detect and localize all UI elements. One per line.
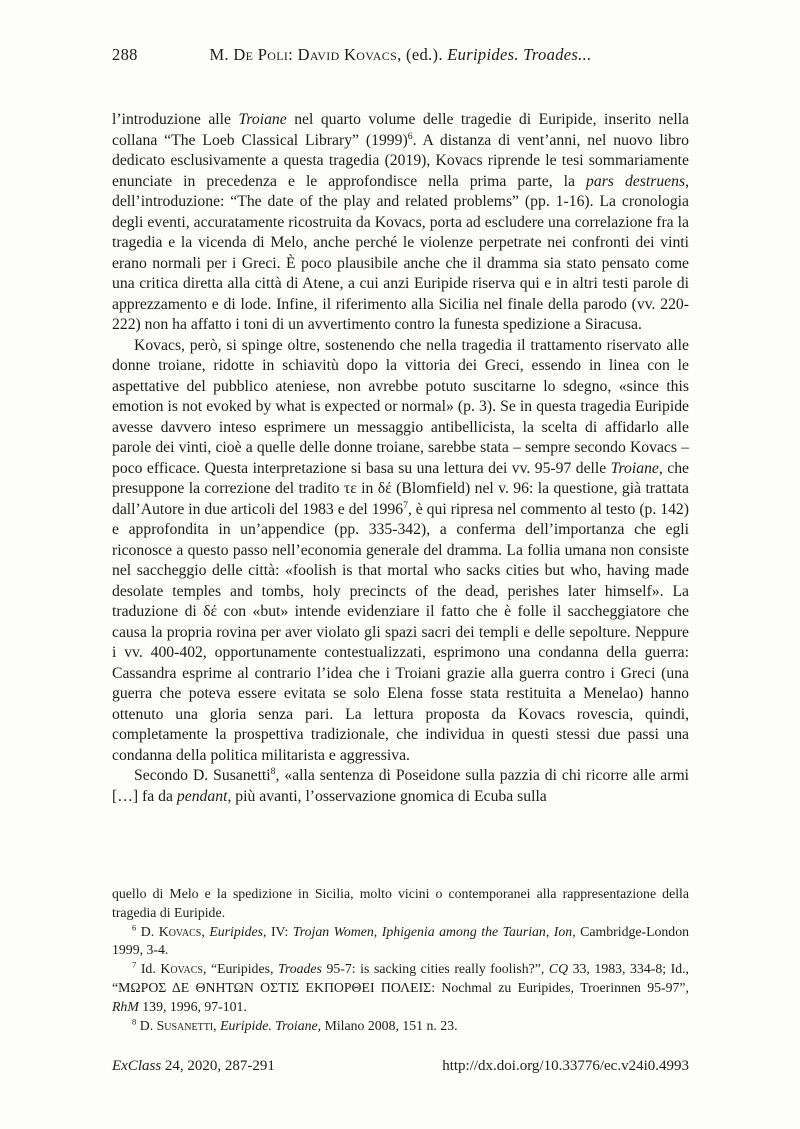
text-segment: CQ	[548, 961, 569, 977]
text-segment: Id.	[136, 961, 161, 977]
text-segment: , è qui ripresa nel commento al testo (p. 142) e approfondita in un’appendice (pp. 335-342), a conferma dell’importanza che egli riconosce a questo passo nell’economia generale del dramma. La follia umana non consiste nel saccheggio delle città: «foolish is that mortal who sacks cities but who, having made desolate temples and tombs, holy precincts of the dead, perishes later himself». La traduzione di δέ con «but» intende evidenziare il fatto che è folle il saccheggiatore che causa la propria rovina per aver violato gli spazi sacri dei templi e delle sepolture. Neppure i vv. 400-402, opportunamente contestualizzati, esprimono una condanna della guerra: Cassandra esprime al contrario l’idea che i Troiani grazie alla guerra contro i Greci (una guerra che poteva essere evitata se solo Elena fosse stata restituita a Menelao) hanno ottenuto una gloria senza pari. La lettura proposta da Kovacs rovescia, quindi, completamente la prospettiva tradizionale, che individua in questi stessi due passi una condanna della politica militarista e aggressiva.	[112, 500, 689, 764]
text-segment: ,	[201, 923, 210, 939]
text-segment: 7	[403, 499, 408, 511]
text-segment: ,	[213, 1017, 221, 1033]
text-segment: 95-7: is sacking cities really foolish?”,	[321, 961, 549, 977]
text-segment: Susanetti	[156, 1017, 214, 1033]
text-segment: Trojan Women, Iphigenia among the Taurian, Ion	[292, 923, 573, 939]
text-segment: 8	[270, 765, 276, 777]
text-segment: , IV:	[262, 923, 293, 939]
journal-reference	[112, 1058, 275, 1075]
body-text	[112, 110, 689, 807]
text-segment: Kovacs, però, si spinge oltre, sostenendo che nella tragedia il trattamento riservato alle donne troiane, ridotte in schiavitù dopo la vittoria dei Greci, essendo in linea con le aspettative del pubblico ateniese, non avrebbe potuto suscitarne lo sdegno, «since this emotion is not evoked by what is expected or normal» (p. 3). Se in questa tragedia Euripide avesse davvero inteso esprimere un messaggio antibellicista, la scelta di affidarlo alle parole dei vinti, cioè a quelle delle donne troiane, sarebbe stata – sempre secondo Kovacs – poco efficace. Questa interpretazione si basa su una lettura dei vv. 95-97 delle	[112, 336, 689, 477]
text-segment: Euripides. Troades...	[447, 45, 592, 64]
text-segment: Kovacs	[160, 961, 203, 977]
text-segment: , che presuppone la correzione del tradito τε in δέ (Blomfield) nel v. 96: la questione, già trattata dall’Autore in due articoli del 1983 e del 1996	[112, 459, 689, 518]
body-paragraph-2	[112, 336, 689, 767]
text-segment: RhM	[112, 998, 139, 1014]
text-segment: Euripides	[209, 923, 263, 939]
running-header	[112, 45, 689, 65]
text-segment: Troiane	[610, 459, 659, 477]
text-segment: 6	[407, 130, 413, 142]
text-segment: , «alla sentenza di Poseidone sulla pazzia di chi ricorre alle armi […] fa da	[112, 767, 690, 805]
text-segment: ExClass	[112, 1058, 162, 1074]
text-segment: 139, 1996, 97-101.	[138, 998, 247, 1014]
footnote-continuation	[112, 885, 689, 923]
text-segment: , “Euripides,	[202, 961, 278, 977]
header-title	[112, 45, 689, 65]
text-segment: 7	[132, 959, 137, 970]
text-segment: pendant	[176, 787, 228, 805]
text-segment: pars destruens	[586, 172, 686, 190]
text-segment: 24, 2020, 287-291	[161, 1058, 275, 1074]
text-segment: Troades	[277, 961, 322, 977]
text-segment: Secondo D. Susanetti	[134, 767, 271, 784]
text-segment: D.	[136, 1017, 157, 1033]
text-segment: nel quarto volume delle tragedie di Euripide, inserito nella collana “The Loeb Classical Library” (1999)	[112, 111, 690, 149]
text-segment: , (ed.).	[397, 45, 448, 64]
text-segment: . A distanza di vent’anni, nel nuovo libro dedicato esclusivamente a questa tragedia (2019), Kovacs riprende le tesi sommariamente enunciate in precedenza e le approfondisce nella prima parte, la	[112, 131, 689, 190]
body-paragraph-1	[112, 110, 689, 336]
body-paragraph-3	[112, 766, 689, 807]
page-footer	[112, 1058, 689, 1075]
doi-text: http://dx.doi.org/10.33776/ec.v24i0.4993	[442, 1058, 689, 1074]
footnote-8	[112, 1017, 689, 1036]
text-segment: D.	[136, 923, 159, 939]
text-segment: quello di Melo e la spedizione in Sicilia, molto vicini o contemporanei alla rappresentazione della tragedia di Euripide.	[112, 886, 689, 920]
text-segment: Troiane	[238, 111, 287, 128]
footnote-6	[112, 923, 689, 961]
text-segment: , Cambridge-London 1999, 3-4.	[112, 923, 689, 958]
text-segment: , Milano 2008, 151 n. 23.	[317, 1017, 458, 1033]
text-segment: l’introduzione alle	[112, 111, 239, 128]
text-segment: 33, 1983, 334-8; Id., “ΜΩΡΟΣ ΔΕ ΘΝΗΤΩΝ ΟΣΤΙΣ ΕΚΠΟΡΘΕΙ ΠΟΛΕΙΣ: Nochmal zu Euripides, Troerinnen 95-97”,	[112, 961, 690, 995]
footnote-7	[112, 960, 689, 1016]
text-segment: , dell’introduzione: “The date of the play and related problems” (pp. 1-16). La cronologia degli eventi, accuratamente ricostruita da Kovacs, porta ad escludere una correlazione fra la tragedia e la vicenda di Melo, anche perché le violenze perpetrate nei confronti dei vinti erano normali per i Greci. È poco plausibile anche che il dramma sia stato pensato come una critica diretta alla città di Atene, a cui anzi Euripide riserva qui e in altri testi parole di apprezzamento e di lode. Infine, il riferimento alla Sicilia nel finale della parodo (vv. 220-222) non ha affatto i toni di un avvertimento contro la funesta spedizione a Siracusa.	[112, 172, 690, 333]
text-segment: , più avanti, l’osservazione gnomica di Ecuba sulla	[227, 787, 547, 805]
text-segment: 6	[132, 922, 137, 932]
page-number: 288	[112, 45, 138, 64]
text-segment: 8	[132, 1015, 137, 1026]
text-segment: Kovacs	[158, 923, 202, 939]
text-segment: Euripide. Troiane	[220, 1017, 318, 1033]
footnotes	[112, 885, 689, 1035]
text-segment: M. De Poli: David Kovacs	[209, 45, 398, 64]
